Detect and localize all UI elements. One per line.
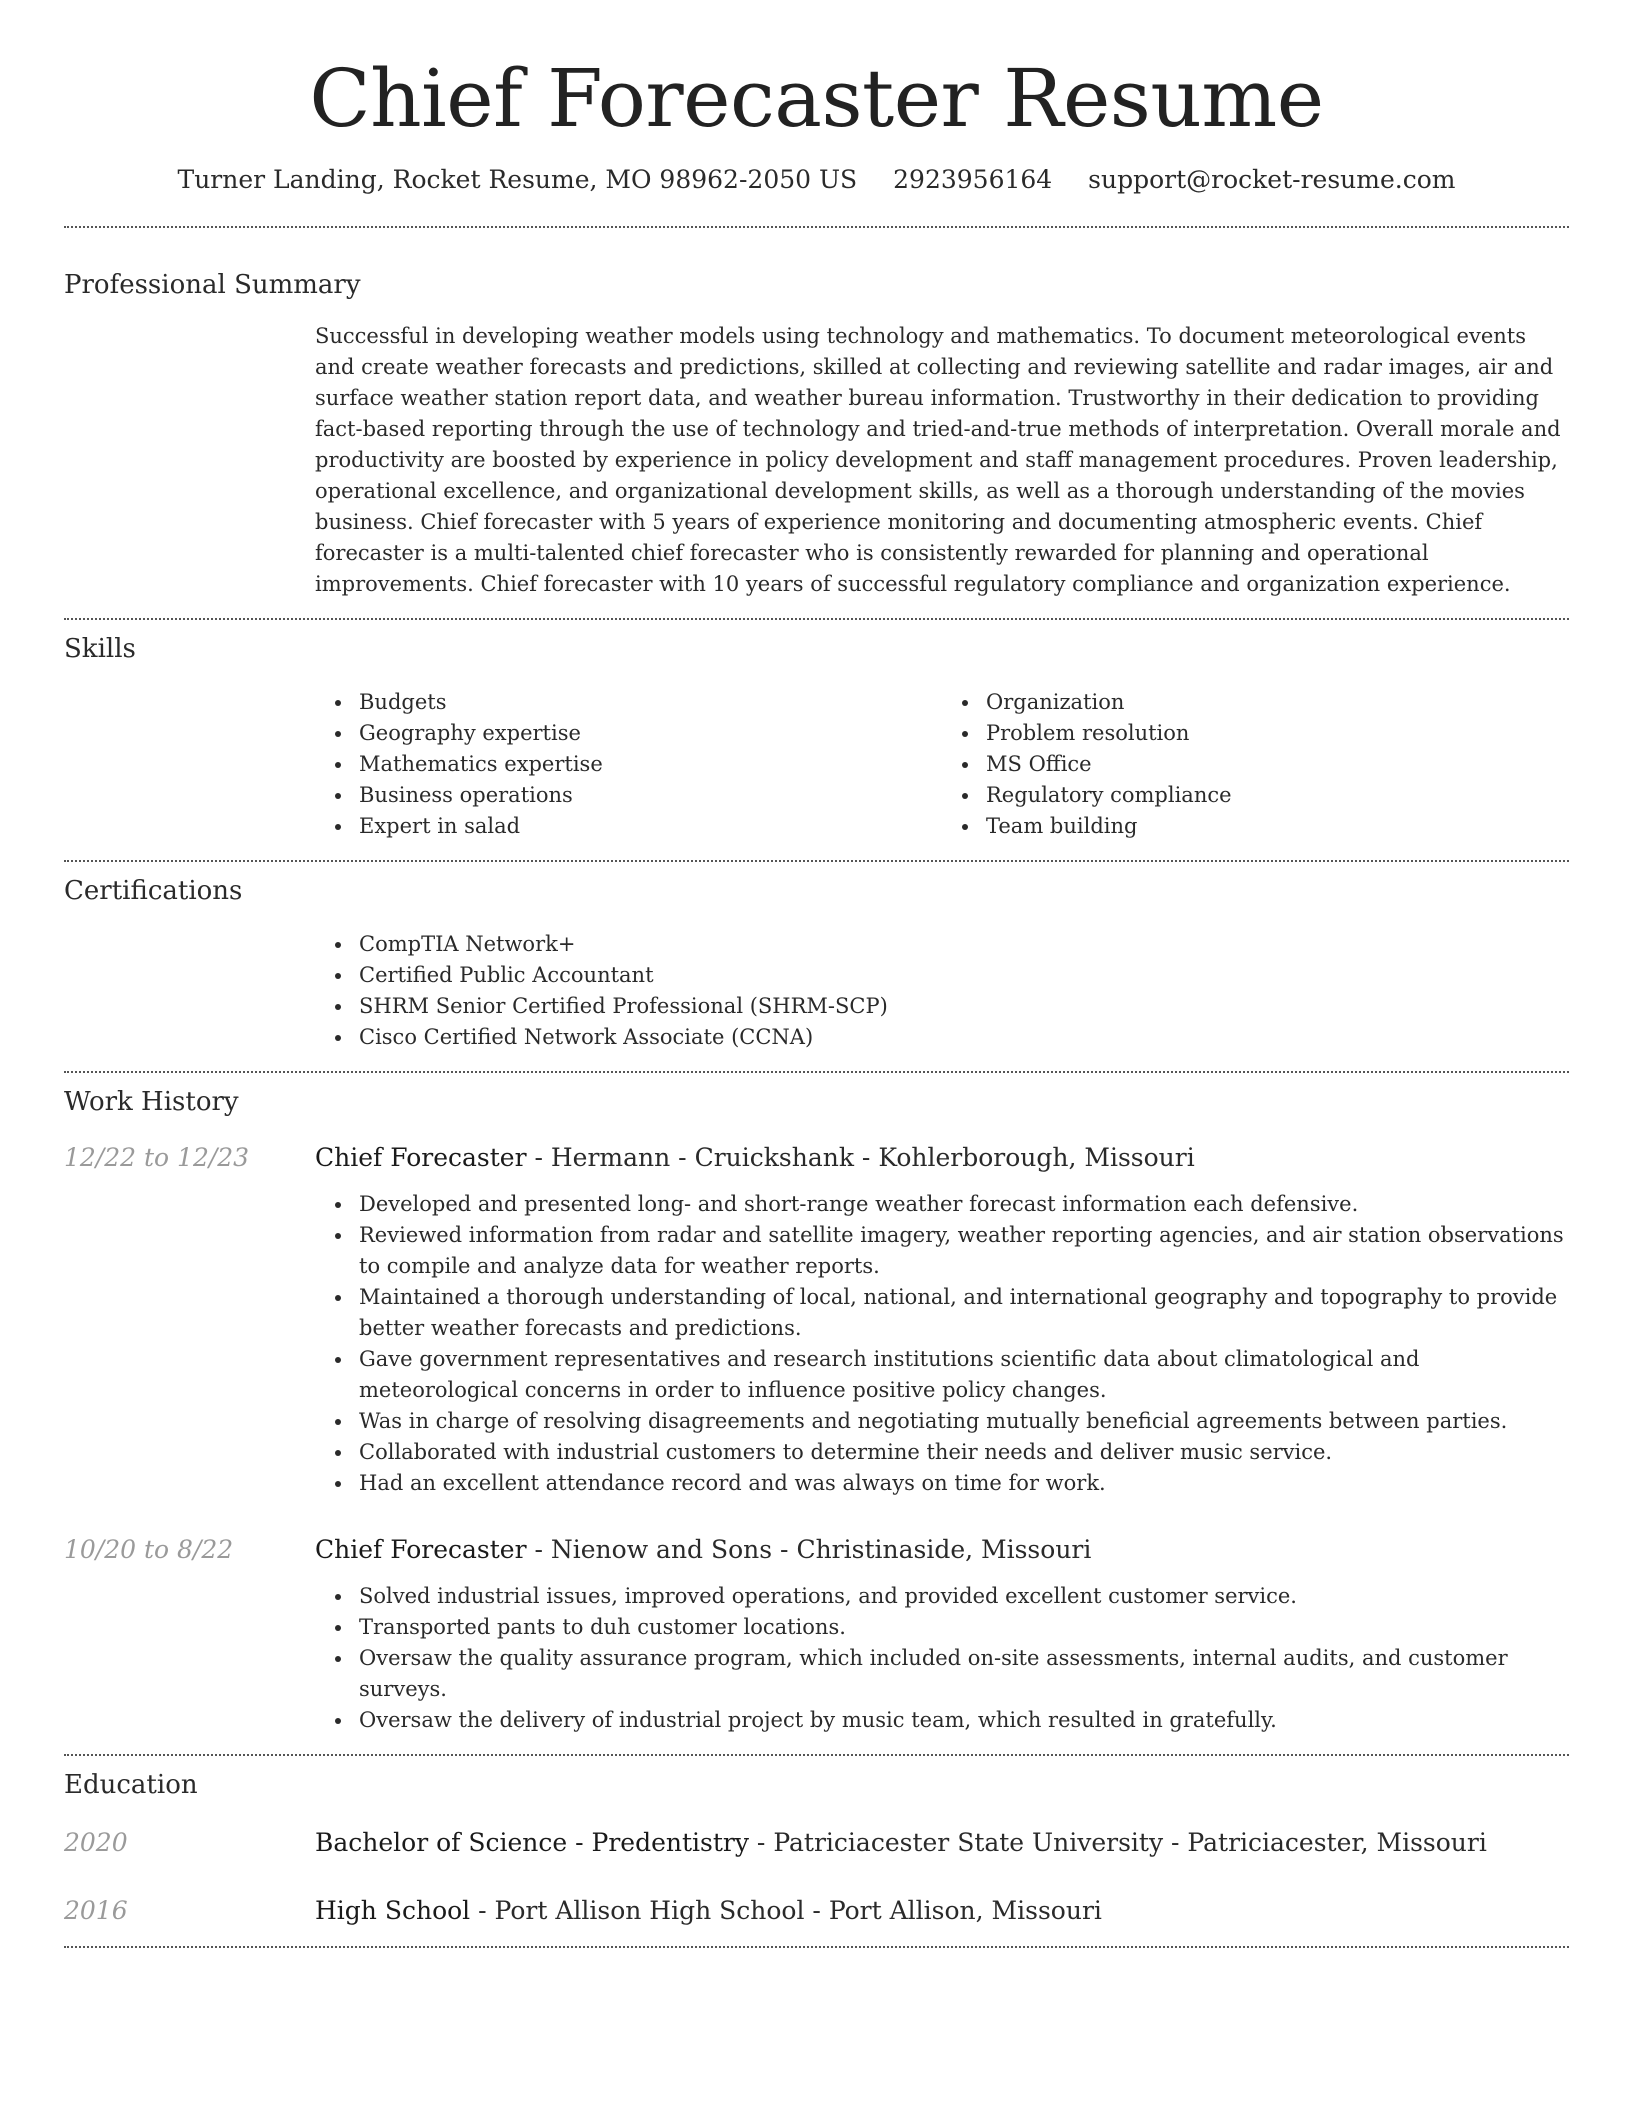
work-block <box>64 1085 1569 1736</box>
education-year: 2020 <box>64 1828 128 1857</box>
education-degree: High School <box>315 1896 471 1925</box>
skill-item: Expert in salad <box>359 811 942 842</box>
duty-item: Maintained a thorough understanding of local, national, and international geography and topography to provide better weather forecasts and predictions. <box>359 1282 1569 1344</box>
skills-block <box>64 632 1569 842</box>
skill-item: MS Office <box>986 749 1569 780</box>
education-heading: Education <box>64 1770 198 1800</box>
job-duties <box>315 1581 1569 1736</box>
skills-list-left <box>315 687 942 842</box>
education-heading-line <box>315 1826 1487 1860</box>
job-employer: - Hermann - Cruickshank - Kohlerborough, Missouri <box>526 1143 1195 1172</box>
certification-item: Certified Public Accountant <box>359 960 1569 991</box>
job-dates: 10/20 to 8/22 <box>64 1535 234 1564</box>
duty-item: Oversaw the delivery of industrial project by music team, which resulted in gratefully. <box>359 1705 1569 1736</box>
skill-item: Business operations <box>359 780 942 811</box>
duty-item: Solved industrial issues, improved operations, and provided excellent customer service. <box>359 1581 1569 1612</box>
duty-item: Reviewed information from radar and satellite imagery, weather reporting agencies, and air station observations to compile and analyze data for weather reports. <box>359 1220 1569 1282</box>
duty-item: Transported pants to duh customer locations. <box>359 1612 1569 1643</box>
divider <box>64 860 1569 862</box>
summary-block <box>64 268 1569 600</box>
certifications-body <box>315 929 1569 1053</box>
education-entry <box>64 1894 1569 1928</box>
divider <box>64 1946 1569 1948</box>
summary-text: Successful in developing weather models using technology and mathematics. To document meteorological events and create weather forecasts and predictions, skilled at collecting and reviewing satellite and radar images, air and surface weather station report data, and weather bureau information. Trustworthy in their dedication to providing fact-based reporting through the use of technology and tried-and-true methods of interpretation. Overall morale and productivity are boosted by experience in policy development and staff management procedures. Proven leadership, operational excellence, and organizational development skills, as well as a thorough understanding of the movies business. Chief forecaster with 5 years of experience monitoring and documenting atmospheric events. Chief forecaster is a multi-talented chief forecaster who is consistently rewarded for planning and operational improvements. Chief forecaster with 10 years of successful regulatory compliance and organization experience. <box>315 324 1561 596</box>
job-dates: 12/22 to 12/23 <box>64 1143 250 1172</box>
skills-grid <box>315 687 1569 842</box>
skills-list-right <box>942 687 1569 842</box>
certifications-heading: Certifications <box>64 876 243 906</box>
education-year: 2016 <box>64 1896 128 1925</box>
job-employer: - Nienow and Sons - Christinaside, Missouri <box>526 1535 1092 1564</box>
job-title: Chief Forecaster <box>315 1143 527 1172</box>
contact-phone: 2923956164 <box>893 165 1053 194</box>
summary-body <box>315 321 1569 600</box>
skill-item: Mathematics expertise <box>359 749 942 780</box>
contact-address: Turner Landing, Rocket Resume, MO 98962-2050 US <box>177 165 858 194</box>
divider <box>64 1071 1569 1073</box>
duty-item: Had an excellent attendance record and was always on time for work. <box>359 1468 1569 1499</box>
work-heading: Work History <box>64 1087 239 1117</box>
education-degree: Bachelor of Science - Predentistry <box>315 1828 749 1857</box>
page-title: Chief Forecaster Resume <box>309 52 1324 145</box>
duty-item: Developed and presented long- and short-range weather forecast information each defensive. <box>359 1189 1569 1220</box>
duty-item: Gave government representatives and research institutions scientific data about climatological and meteorological concerns in order to influence positive policy changes. <box>359 1344 1569 1406</box>
resume-page <box>64 0 1569 1948</box>
skill-item: Problem resolution <box>986 718 1569 749</box>
job-entry <box>64 1533 1569 1567</box>
divider <box>64 618 1569 620</box>
summary-section <box>64 0 1569 283</box>
contact-email[interactable]: support@rocket-resume.com <box>1088 165 1456 194</box>
duty-item: Collaborated with industrial customers to determine their needs and deliver music service. <box>359 1437 1569 1468</box>
education-school: - Port Allison High School - Port Allison, Missouri <box>470 1896 1102 1925</box>
education-entry <box>64 1826 1569 1860</box>
job-heading <box>315 1533 1091 1567</box>
certification-item: Cisco Certified Network Associate (CCNA) <box>359 1022 1569 1053</box>
skills-heading: Skills <box>64 634 136 664</box>
education-heading-line <box>315 1894 1102 1928</box>
summary-heading: Professional Summary <box>64 270 361 300</box>
divider <box>64 1754 1569 1756</box>
skill-item: Team building <box>986 811 1569 842</box>
job-entry <box>64 1141 1569 1175</box>
skill-item: Regulatory compliance <box>986 780 1569 811</box>
skill-item: Geography expertise <box>359 718 942 749</box>
certification-item: CompTIA Network+ <box>359 929 1569 960</box>
education-block <box>64 1768 1569 1928</box>
job-heading <box>315 1141 1195 1175</box>
certifications-list <box>315 929 1569 1053</box>
duty-item: Was in charge of resolving disagreements and negotiating mutually beneficial agreements between parties. <box>359 1406 1569 1437</box>
certification-item: SHRM Senior Certified Professional (SHRM-SCP) <box>359 991 1569 1022</box>
job-duty-list <box>315 1581 1569 1736</box>
education-school: - Patriciacester State University - Patriciacester, Missouri <box>748 1828 1487 1857</box>
job-duty-list <box>315 1189 1569 1499</box>
job-duties <box>315 1189 1569 1499</box>
certifications-block <box>64 874 1569 1053</box>
duty-item: Oversaw the quality assurance program, which included on-site assessments, internal audits, and customer surveys. <box>359 1643 1569 1705</box>
skill-item: Budgets <box>359 687 942 718</box>
skill-item: Organization <box>986 687 1569 718</box>
job-title: Chief Forecaster <box>315 1535 527 1564</box>
